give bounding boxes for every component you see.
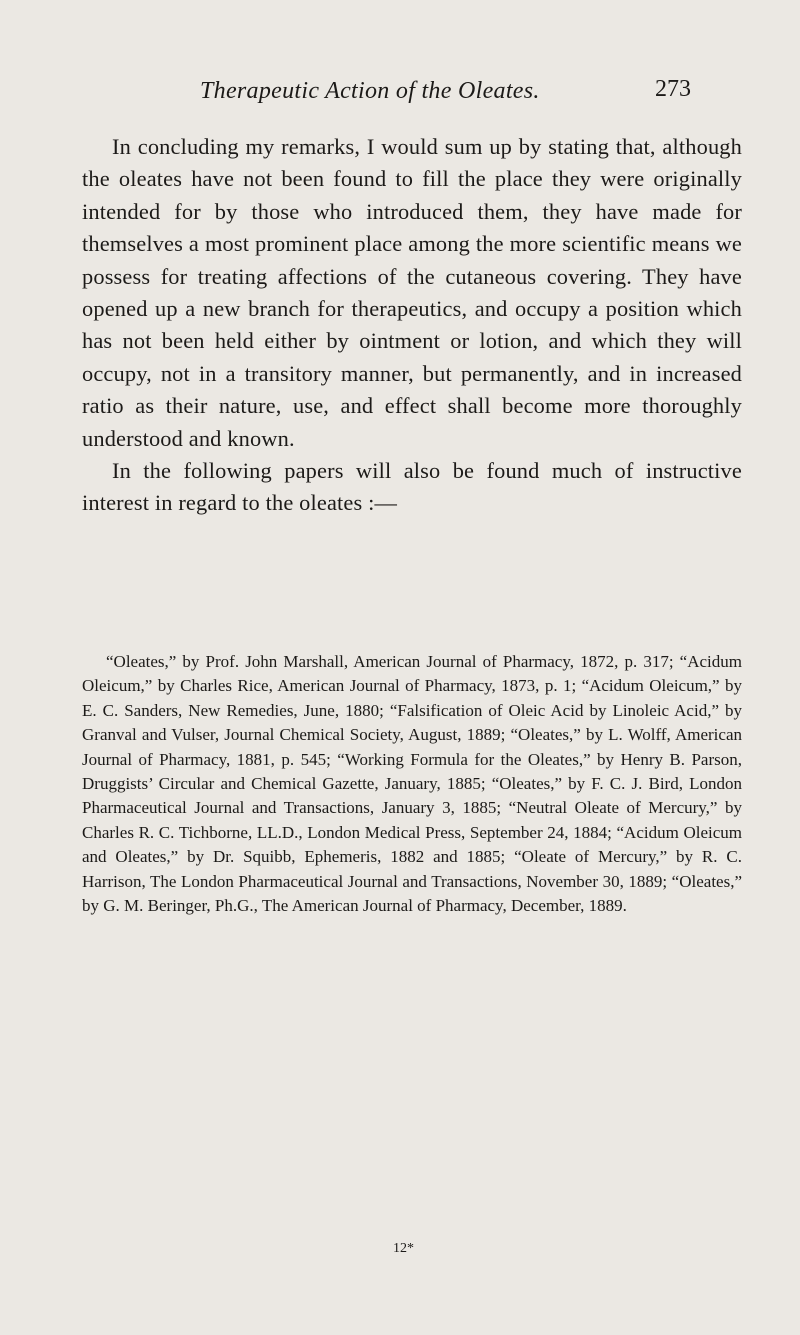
references-text: “Oleates,” by Prof. John Marshall, American Journal of Pharmacy, 1872, p. 317; “Acidum Oleicum,” by Charles Rice, American Journal of Pharmacy, 1873, p. 1; “Acidum Oleicum,” by E. C. Sanders, New Remedies, June, 1880; “Falsification of Oleic Acid by Linoleic Acid,” by Granval and Vulser, Journal Chemical Society, August, 1889; “Oleates,” by L. Wolff, American Journal of Pharmacy, 1881, p. 545; “Working Formula for the Oleates,” by Henry B. Parson, Druggists’ Circular and Chemical Gazette, January, 1885; “Oleates,” by F. C. J. Bird, London Pharmaceutical Journal and Transactions, January 3, 1885; “Neutral Oleate of Mercury,” by Charles R. C. Tichborne, LL.D., London Medical Press, September 24, 1884; “Acidum Oleicum and Oleates,” by Dr. Squibb, Ephemeris, 1882 and 1885; “Oleate of Mercury,” by R. C. Harrison, The London Pharmaceutical Journal and Transactions, November 30, 1889; “Oleates,” by G. M. Beringer, Ph.G., The American Journal of Pharmacy, December, 1889. xyxy=(82,652,742,916)
paragraph-following-papers: In the following papers will also be found much of instructive interest in regard to the oleates :— xyxy=(82,458,742,516)
references-block xyxy=(82,650,742,918)
page-number: 273 xyxy=(655,76,691,102)
body-text xyxy=(82,131,742,520)
running-title: Therapeutic Action of the Oleates. xyxy=(200,78,540,104)
running-head xyxy=(0,76,800,116)
paragraph-conclusion: In concluding my remarks, I would sum up by stating that, although the oleates have not been found to fill the place they were originally intended for by those who introduced them, they have made for themselves a most prominent place among the more scientific means we possess for treating affections of the cutaneous covering. They have opened up a new branch for therapeutics, and occupy a position which has not been held either by ointment or lotion, and which they will occupy, not in a transitory manner, but permanently, and in increased ratio as their nature, use, and effect shall become more thoroughly understood and known. xyxy=(82,134,742,451)
signature-mark: 12* xyxy=(393,1241,414,1256)
